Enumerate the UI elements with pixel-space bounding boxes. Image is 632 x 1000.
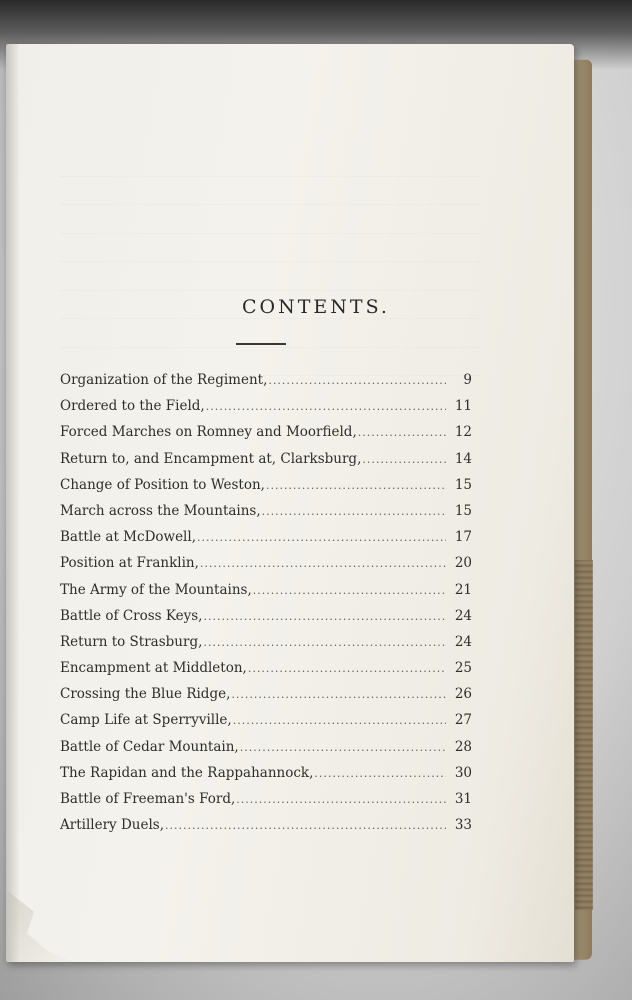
book-cloth-texture — [575, 560, 593, 910]
toc-entry — [60, 712, 472, 738]
toc-entry — [60, 555, 472, 581]
toc-entry-page: 17 — [454, 529, 472, 546]
toc-entry — [60, 372, 472, 398]
toc-entry — [60, 529, 472, 555]
toc-entry-page: 30 — [454, 764, 472, 781]
toc-entry-title: Battle of Cross Keys, — [60, 607, 203, 624]
toc-entry-title: Battle at McDowell, — [60, 529, 196, 546]
toc-entry — [60, 791, 472, 817]
toc-entry — [60, 424, 472, 450]
toc-entry-title: Encampment at Middleton, — [60, 660, 247, 677]
toc-entry-page: 14 — [454, 450, 472, 467]
toc-leader-dots — [165, 819, 446, 832]
toc-entry-title: Return to Strasburg, — [60, 633, 203, 650]
toc-entry — [60, 739, 472, 765]
toc-leader-dots — [248, 662, 446, 675]
toc-entry-page: 31 — [454, 791, 472, 807]
toc-entry-page: 9 — [463, 372, 472, 388]
toc-leader-dots — [362, 453, 446, 466]
toc-entry — [60, 765, 472, 791]
toc-entry-title: Camp Life at Sperryville, — [60, 712, 232, 729]
toc-entry-page: 12 — [454, 424, 472, 441]
toc-entry-title: Return to, and Encampment at, Clarksburg, — [60, 450, 362, 467]
toc-leader-dots — [268, 374, 446, 387]
toc-leader-dots — [253, 584, 446, 597]
toc-entry — [60, 817, 472, 843]
heading-rule — [236, 343, 286, 345]
toc-entry-title: Battle of Cedar Mountain, — [60, 738, 239, 755]
toc-entry — [60, 608, 472, 634]
contents-heading: CONTENTS. — [242, 296, 390, 318]
toc-entry-title: Position at Franklin, — [60, 555, 199, 572]
toc-entry-page: 26 — [454, 686, 472, 703]
toc-entry-title: Battle of Freeman's Ford, — [60, 791, 236, 807]
toc-entry-title: Ordered to the Field, — [60, 398, 205, 415]
toc-entry-page: 25 — [454, 660, 472, 677]
toc-entry-page: 24 — [454, 607, 472, 624]
toc-leader-dots — [231, 688, 446, 701]
toc-entry — [60, 582, 472, 608]
toc-leader-dots — [262, 505, 446, 518]
toc-leader-dots — [200, 557, 446, 570]
toc-entry-page: 28 — [454, 738, 472, 755]
toc-leader-dots — [236, 793, 446, 806]
toc-entry-title: Artillery Duels, — [60, 817, 164, 834]
toc-entry — [60, 451, 472, 477]
toc-entry-page: 11 — [454, 398, 472, 415]
toc-leader-dots — [314, 767, 446, 780]
table-of-contents — [60, 372, 472, 843]
toc-leader-dots — [358, 426, 446, 439]
toc-entry-page: 20 — [454, 555, 472, 572]
toc-entry-title: Change of Position to Weston, — [60, 476, 265, 493]
toc-leader-dots — [266, 479, 446, 492]
toc-entry-title: March across the Mountains, — [60, 502, 261, 519]
toc-entry-page: 24 — [454, 633, 472, 650]
toc-entry-title: Forced Marches on Romney and Moorfield, — [60, 424, 357, 441]
toc-leader-dots — [203, 636, 446, 649]
toc-entry — [60, 477, 472, 503]
toc-entry-title: Crossing the Blue Ridge, — [60, 686, 231, 703]
toc-entry-title: The Army of the Mountains, — [60, 581, 252, 598]
toc-entry-page: 33 — [454, 817, 472, 834]
toc-entry-page: 15 — [454, 476, 472, 493]
toc-entry — [60, 398, 472, 424]
toc-leader-dots — [233, 714, 446, 727]
toc-leader-dots — [206, 400, 446, 413]
toc-entry — [60, 660, 472, 686]
toc-entry-page: 21 — [454, 581, 472, 598]
toc-leader-dots — [197, 531, 446, 544]
toc-entry-title: Organization of the Regiment, — [60, 372, 268, 388]
toc-entry-page: 27 — [454, 712, 472, 729]
toc-leader-dots — [240, 741, 446, 754]
toc-entry — [60, 686, 472, 712]
toc-entry-page: 15 — [454, 502, 472, 519]
show-through-text — [60, 148, 480, 376]
toc-entry-title: The Rapidan and the Rappahannock, — [60, 764, 314, 781]
toc-entry — [60, 634, 472, 660]
toc-entry — [60, 503, 472, 529]
toc-leader-dots — [203, 610, 446, 623]
